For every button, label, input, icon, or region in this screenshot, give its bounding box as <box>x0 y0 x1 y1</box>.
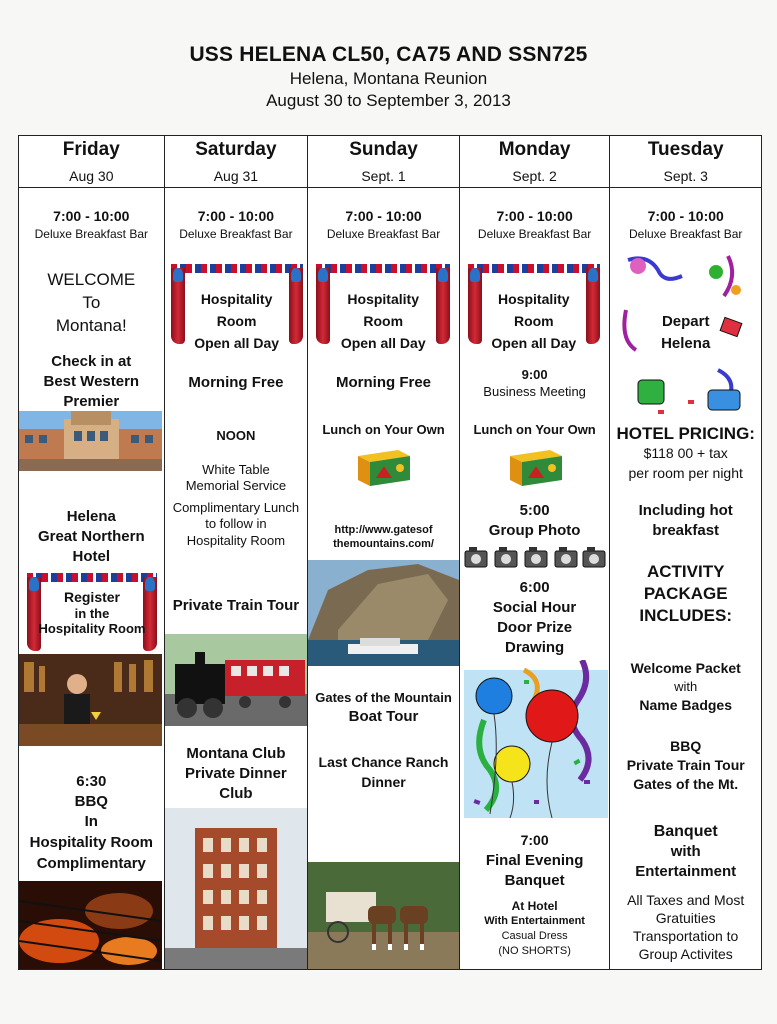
white-table-line: White Table <box>202 462 270 477</box>
hotel-pricing-heading: HOTEL PRICING: <box>616 424 755 443</box>
welcome-line: To <box>82 293 101 312</box>
lunch-own: Lunch on Your Own <box>473 422 596 437</box>
with-entertainment: With Entertainment <box>484 915 585 927</box>
column-sunday <box>308 136 460 969</box>
depart-line: Helena <box>661 335 711 352</box>
luggage-confetti-icon <box>618 250 752 418</box>
hospitality-line: Hospitality Room <box>498 291 570 329</box>
lunch-box-icon <box>504 448 566 488</box>
breakfast-time: 7:00 - 10:00 <box>496 208 573 224</box>
final-time: 7:00 <box>520 832 549 848</box>
schedule-grid <box>18 135 762 970</box>
hospitality-curtain <box>468 264 600 351</box>
day-name: Monday <box>498 139 571 160</box>
breakfast-label: Deluxe Breakfast Bar <box>34 227 148 241</box>
day-date: Sept. 3 <box>663 168 708 184</box>
checkin-line: Check in at <box>51 353 132 370</box>
social-label: Social Hour <box>492 599 577 616</box>
social-time: 6:00 <box>519 579 550 596</box>
boat-line: Boat Tour <box>348 708 419 725</box>
door-prize-line: Drawing <box>505 639 565 656</box>
breakfast-label: Deluxe Breakfast Bar <box>179 227 293 241</box>
hospitality-curtain <box>316 264 450 351</box>
column-monday <box>460 136 611 969</box>
page-title: USS HELENA CL50, CA75 AND SSN725 <box>189 43 588 66</box>
club-line: Private Dinner <box>185 765 287 782</box>
day-date: Sept. 2 <box>512 168 557 184</box>
gates-photo <box>308 560 459 666</box>
day-name: Tuesday <box>647 139 724 160</box>
hospitality-line: Hospitality Room <box>347 291 419 329</box>
breakfast-time: 7:00 - 10:00 <box>197 208 275 224</box>
ranch-photo <box>308 862 459 969</box>
montana-club-photo <box>165 808 307 969</box>
day-name: Saturday <box>195 139 277 160</box>
package-item: with <box>670 843 701 860</box>
club-line: Club <box>219 785 253 802</box>
breakfast-time: 7:00 - 10:00 <box>647 208 724 224</box>
page-subtitle: Helena, Montana Reunion <box>289 69 488 88</box>
activity-package-heading: PACKAGE <box>643 584 728 603</box>
door-prize-line: Door Prize <box>497 619 573 636</box>
package-item: Gates of the Mt. <box>633 776 739 792</box>
hospitality-curtain <box>171 264 303 351</box>
hospitality-line: Open all Day <box>340 335 426 351</box>
welcome-line: WELCOME <box>47 270 136 289</box>
bbq-line: Hospitality Room <box>29 834 153 851</box>
header <box>0 42 777 112</box>
breakfast-label: Deluxe Breakfast Bar <box>326 227 441 241</box>
noon-label: NOON <box>216 428 256 443</box>
lunch-own: Lunch on Your Own <box>322 422 445 437</box>
no-shorts: (NO SHORTS) <box>498 945 571 957</box>
welcome-line: Montana! <box>55 316 127 335</box>
page-dates: August 30 to September 3, 2013 <box>266 91 511 110</box>
day-header-sunday <box>308 136 459 188</box>
hotel-line: Helena <box>66 508 116 525</box>
activity-package-heading: INCLUDES: <box>639 606 732 625</box>
day-header-saturday <box>165 136 308 188</box>
lunch-line: to follow in <box>205 516 267 531</box>
day-date: Aug 31 <box>213 168 259 184</box>
bbq-time: 6:30 <box>76 773 107 790</box>
grill-photo <box>19 881 162 969</box>
at-hotel: At Hotel <box>511 899 558 913</box>
morning-free: Morning Free <box>336 374 432 391</box>
hotel-line: Hotel <box>72 548 111 565</box>
lunch-line: Complimentary Lunch <box>172 500 300 515</box>
column-friday <box>19 136 165 969</box>
package-item: Banquet <box>653 823 718 840</box>
lunch-box-icon <box>352 448 414 488</box>
register-curtain <box>27 573 157 651</box>
breakfast-time: 7:00 - 10:00 <box>345 208 422 224</box>
package-item: Private Train Tour <box>626 757 745 773</box>
best-western-photo <box>19 411 162 471</box>
package-item: Transportation to <box>633 928 739 944</box>
dinner-line: Dinner <box>361 774 406 790</box>
final-line: Banquet <box>504 872 565 889</box>
register-line: Hospitality Room <box>38 621 146 636</box>
column-tuesday <box>610 136 761 969</box>
morning-free: Morning Free <box>188 374 284 391</box>
url-line: themountains.com/ <box>333 538 434 550</box>
activity-package-heading: ACTIVITY <box>646 562 725 581</box>
package-item: Name Badges <box>639 697 732 713</box>
checkin-line: Premier <box>63 393 120 410</box>
meeting-label: Business Meeting <box>483 384 586 399</box>
package-item: Gratuities <box>655 910 716 926</box>
lunch-line: Hospitality Room <box>186 533 286 548</box>
register-line: Register <box>63 589 121 605</box>
day-header-tuesday <box>610 136 761 188</box>
meeting-time: 9:00 <box>521 367 548 382</box>
camera-icon <box>463 543 608 571</box>
breakfast-label: Deluxe Breakfast Bar <box>629 227 743 241</box>
day-name: Friday <box>62 139 120 160</box>
balloons-icon <box>464 660 608 818</box>
package-item: with <box>674 679 698 694</box>
bartender-photo <box>19 654 162 746</box>
day-header-monday <box>460 136 610 188</box>
final-line: Final Evening <box>485 852 584 869</box>
day-header-friday <box>19 136 164 188</box>
day-date: Aug 30 <box>69 168 114 184</box>
hospitality-line: Open all Day <box>194 335 280 351</box>
dinner-line: Last Chance Ranch <box>318 754 449 770</box>
photo-time: 5:00 <box>519 502 550 519</box>
bbq-line: BBQ <box>74 793 108 810</box>
breakfast-time: 7:00 - 10:00 <box>53 208 130 224</box>
price-per-line: per room per night <box>628 465 743 481</box>
train-tour: Private Train Tour <box>172 597 300 614</box>
column-saturday <box>165 136 309 969</box>
day-date: Sept. 1 <box>361 168 406 184</box>
hospitality-line: Open all Day <box>491 335 577 351</box>
checkin-line: Best Western <box>43 373 140 390</box>
photo-label: Group Photo <box>488 522 581 539</box>
train-photo <box>165 634 307 726</box>
boat-line: Gates of the Mountain <box>315 690 452 705</box>
hotel-line: Great Northern <box>37 528 145 545</box>
including-line: breakfast <box>652 522 720 539</box>
depart-line: Depart <box>661 313 710 330</box>
url-line: http://www.gatesof <box>334 524 433 536</box>
white-table-line: Memorial Service <box>185 478 287 493</box>
dress-code: Casual Dress <box>501 930 568 942</box>
day-name: Sunday <box>349 139 418 160</box>
package-item: All Taxes and Most <box>627 892 745 908</box>
price-line: $118 00 + tax <box>643 445 728 461</box>
package-item: Welcome Packet <box>630 660 741 676</box>
including-line: Including hot <box>638 502 733 519</box>
bbq-line: Complimentary <box>36 855 146 872</box>
register-line: in the <box>74 606 110 621</box>
hospitality-line: Hospitality Room <box>200 291 273 329</box>
club-line: Montana Club <box>186 745 286 762</box>
package-item: BBQ <box>670 738 702 754</box>
bbq-line: In <box>84 813 98 830</box>
package-item: Group Activites <box>638 946 733 962</box>
breakfast-label: Deluxe Breakfast Bar <box>477 227 592 241</box>
package-item: Entertainment <box>635 863 737 880</box>
